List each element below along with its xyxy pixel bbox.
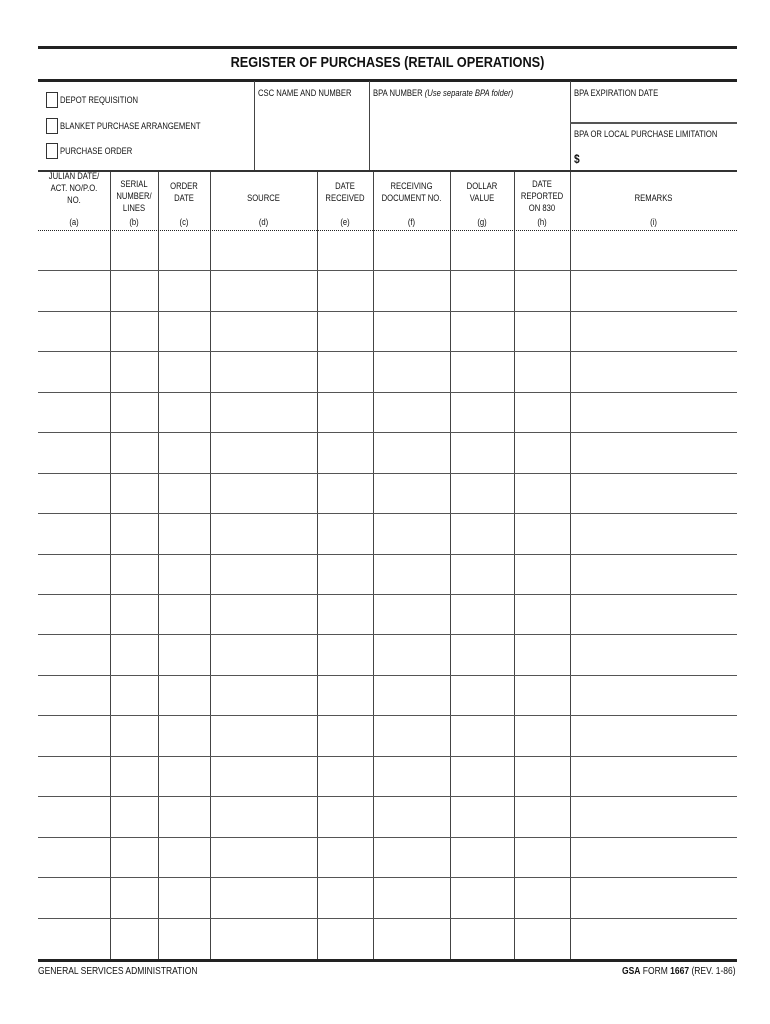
cell-date-received[interactable] xyxy=(317,514,373,553)
column-header-receiving-document xyxy=(373,170,450,230)
cell-date-reported[interactable] xyxy=(514,838,570,877)
cell-remarks[interactable] xyxy=(570,474,737,513)
cell-serial-number[interactable] xyxy=(110,838,158,877)
cell-julian-date[interactable] xyxy=(38,393,110,432)
cell-julian-date[interactable] xyxy=(38,271,110,310)
cell-receiving-document[interactable] xyxy=(373,393,450,432)
table-row xyxy=(38,514,737,554)
cell-source[interactable] xyxy=(210,312,317,351)
column-header-text: DATE xyxy=(335,181,355,191)
cell-receiving-document[interactable] xyxy=(373,757,450,796)
cell-date-reported[interactable] xyxy=(514,919,570,958)
cell-order-date[interactable] xyxy=(158,393,210,432)
bpa-number-label: BPA NUMBER xyxy=(373,88,423,98)
column-header-text: ON 830 xyxy=(528,203,556,213)
cell-remarks[interactable] xyxy=(570,595,737,634)
cell-receiving-document[interactable] xyxy=(373,433,450,472)
cell-order-date[interactable] xyxy=(158,878,210,917)
cell-order-date[interactable] xyxy=(158,352,210,391)
depot-requisition-label: DEPOT REQUISITION xyxy=(60,95,139,105)
cell-julian-date[interactable] xyxy=(38,635,110,674)
column-header-text: LINES xyxy=(122,203,146,213)
cell-remarks[interactable] xyxy=(570,676,737,715)
column-header-text: RECEIVING xyxy=(390,181,433,191)
cell-source[interactable] xyxy=(210,352,317,391)
spacer xyxy=(379,204,444,216)
cell-date-received[interactable] xyxy=(317,635,373,674)
cell-date-received[interactable] xyxy=(317,352,373,391)
cell-serial-number[interactable] xyxy=(110,312,158,351)
footer-agency: GENERAL SERVICES ADMINISTRATION xyxy=(38,966,198,977)
cell-date-reported[interactable] xyxy=(514,312,570,351)
column-header-text: SERIAL xyxy=(120,179,148,189)
cell-source[interactable] xyxy=(210,838,317,877)
cell-dollar-value[interactable] xyxy=(450,797,514,836)
form-title: REGISTER OF PURCHASES (RETAIL OPERATIONS) xyxy=(230,54,545,71)
cell-julian-date[interactable] xyxy=(38,838,110,877)
cell-serial-number[interactable] xyxy=(110,555,158,594)
cell-dollar-value[interactable] xyxy=(450,352,514,391)
divider xyxy=(570,122,737,124)
form-word: FORM xyxy=(642,966,668,977)
column-code: (g) xyxy=(477,217,487,227)
cell-receiving-document[interactable] xyxy=(373,474,450,513)
cell-remarks[interactable] xyxy=(570,757,737,796)
cell-order-date[interactable] xyxy=(158,433,210,472)
cell-dollar-value[interactable] xyxy=(450,555,514,594)
column-header-text: RECEIVED xyxy=(325,193,365,203)
cell-order-date[interactable] xyxy=(158,635,210,674)
cell-serial-number[interactable] xyxy=(110,635,158,674)
cell-date-received[interactable] xyxy=(317,716,373,755)
column-header-julian-date xyxy=(38,170,110,230)
table-row xyxy=(38,797,737,837)
cell-date-reported[interactable] xyxy=(514,433,570,472)
column-header-serial-number xyxy=(110,170,158,230)
column-code: (a) xyxy=(69,217,79,228)
cell-julian-date[interactable] xyxy=(38,797,110,836)
cell-receiving-document[interactable] xyxy=(373,716,450,755)
bpa-limitation-field[interactable]: BPA OR LOCAL PURCHASE LIMITATION xyxy=(574,129,718,139)
column-header-text: DATE xyxy=(532,179,552,189)
cell-date-reported[interactable] xyxy=(514,231,570,270)
cell-serial-number[interactable] xyxy=(110,797,158,836)
cell-date-received[interactable] xyxy=(317,838,373,877)
column-header-order-date xyxy=(158,170,210,230)
column-code: (c) xyxy=(179,217,189,227)
cell-serial-number[interactable] xyxy=(110,352,158,391)
column-header-text: ORDER xyxy=(170,181,198,191)
cell-serial-number[interactable] xyxy=(110,271,158,310)
cell-dollar-value[interactable] xyxy=(450,635,514,674)
cell-date-received[interactable] xyxy=(317,797,373,836)
cell-dollar-value[interactable] xyxy=(450,271,514,310)
cell-date-received[interactable] xyxy=(317,757,373,796)
cell-julian-date[interactable] xyxy=(38,352,110,391)
cell-date-reported[interactable] xyxy=(514,595,570,634)
table-row xyxy=(38,474,737,514)
cell-order-date[interactable] xyxy=(158,595,210,634)
cell-dollar-value[interactable] xyxy=(450,919,514,958)
cell-receiving-document[interactable] xyxy=(373,635,450,674)
cell-julian-date[interactable] xyxy=(38,757,110,796)
cell-julian-date[interactable] xyxy=(38,676,110,715)
cell-julian-date[interactable] xyxy=(38,555,110,594)
spacer xyxy=(162,204,206,216)
cell-receiving-document[interactable] xyxy=(373,676,450,715)
cell-dollar-value[interactable] xyxy=(450,757,514,796)
divider xyxy=(254,81,255,170)
cell-order-date[interactable] xyxy=(158,271,210,310)
cell-receiving-document[interactable] xyxy=(373,838,450,877)
cell-dollar-value[interactable] xyxy=(450,595,514,634)
cell-date-reported[interactable] xyxy=(514,271,570,310)
cell-order-date[interactable] xyxy=(158,312,210,351)
cell-date-reported[interactable] xyxy=(514,555,570,594)
form-number: 1667 xyxy=(670,966,690,977)
cell-source[interactable] xyxy=(210,716,317,755)
column-header-text: DATE xyxy=(174,193,194,203)
cell-source[interactable] xyxy=(210,514,317,553)
cell-order-date[interactable] xyxy=(158,919,210,958)
cell-serial-number[interactable] xyxy=(110,474,158,513)
top-border xyxy=(38,46,737,49)
cell-source[interactable] xyxy=(210,474,317,513)
cell-receiving-document[interactable] xyxy=(373,352,450,391)
cell-dollar-value[interactable] xyxy=(450,676,514,715)
cell-remarks[interactable] xyxy=(570,271,737,310)
cell-remarks[interactable] xyxy=(570,555,737,594)
footer-form-id xyxy=(622,966,736,977)
cell-serial-number[interactable] xyxy=(110,433,158,472)
cell-remarks[interactable] xyxy=(570,231,737,270)
cell-julian-date[interactable] xyxy=(38,433,110,472)
cell-order-date[interactable] xyxy=(158,514,210,553)
column-header-text: ACT. NO/P.O. NO. xyxy=(50,183,98,205)
cell-date-received[interactable] xyxy=(317,393,373,432)
cell-receiving-document[interactable] xyxy=(373,595,450,634)
cell-receiving-document[interactable] xyxy=(373,919,450,958)
cell-order-date[interactable] xyxy=(158,231,210,270)
cell-receiving-document[interactable] xyxy=(373,878,450,917)
cell-order-date[interactable] xyxy=(158,838,210,877)
cell-julian-date[interactable] xyxy=(38,919,110,958)
cell-serial-number[interactable] xyxy=(110,393,158,432)
cell-source[interactable] xyxy=(210,393,317,432)
divider xyxy=(570,81,571,170)
dollar-sign: $ xyxy=(574,152,580,166)
cell-source[interactable] xyxy=(210,676,317,715)
cell-julian-date[interactable] xyxy=(38,231,110,270)
cell-remarks[interactable] xyxy=(570,433,737,472)
bottom-border xyxy=(38,959,737,962)
divider xyxy=(369,81,370,170)
cell-date-received[interactable] xyxy=(317,231,373,270)
table-row xyxy=(38,231,737,271)
column-header-text: VALUE xyxy=(469,193,495,203)
cell-remarks[interactable] xyxy=(570,635,737,674)
table-row xyxy=(38,757,737,797)
column-header-text: REPORTED xyxy=(520,191,564,201)
spacer xyxy=(321,204,369,216)
form-revision: (REV. 1-86) xyxy=(691,966,736,977)
cell-julian-date[interactable] xyxy=(38,716,110,755)
cell-serial-number[interactable] xyxy=(110,757,158,796)
cell-receiving-document[interactable] xyxy=(373,231,450,270)
cell-dollar-value[interactable] xyxy=(450,393,514,432)
column-header-text: SOURCE xyxy=(247,193,280,203)
cell-date-reported[interactable] xyxy=(514,797,570,836)
cell-source[interactable] xyxy=(210,555,317,594)
cell-source[interactable] xyxy=(210,271,317,310)
cell-source[interactable] xyxy=(210,757,317,796)
column-header-dollar-value xyxy=(450,170,514,230)
cell-serial-number[interactable] xyxy=(110,231,158,270)
cell-date-reported[interactable] xyxy=(514,474,570,513)
cell-order-date[interactable] xyxy=(158,555,210,594)
cell-remarks[interactable] xyxy=(570,838,737,877)
cell-date-received[interactable] xyxy=(317,433,373,472)
cell-remarks[interactable] xyxy=(570,919,737,958)
column-code: (i) xyxy=(650,217,657,227)
table-row xyxy=(38,555,737,595)
cell-remarks[interactable] xyxy=(570,514,737,553)
table-row xyxy=(38,595,737,635)
table-row xyxy=(38,312,737,352)
cell-date-received[interactable] xyxy=(317,919,373,958)
table-row xyxy=(38,635,737,675)
cell-serial-number[interactable] xyxy=(110,878,158,917)
cell-order-date[interactable] xyxy=(158,474,210,513)
cell-date-received[interactable] xyxy=(317,676,373,715)
table-row xyxy=(38,352,737,392)
cell-date-received[interactable] xyxy=(317,271,373,310)
cell-date-received[interactable] xyxy=(317,595,373,634)
column-header-date-reported xyxy=(514,170,570,230)
cell-dollar-value[interactable] xyxy=(450,433,514,472)
spacer xyxy=(218,204,309,216)
cell-dollar-value[interactable] xyxy=(450,838,514,877)
cell-date-reported[interactable] xyxy=(514,878,570,917)
column-header-text: DOLLAR xyxy=(466,181,498,191)
cell-dollar-value[interactable] xyxy=(450,312,514,351)
cell-serial-number[interactable] xyxy=(110,716,158,755)
csc-name-number-field[interactable]: CSC NAME AND NUMBER xyxy=(258,88,352,98)
cell-date-reported[interactable] xyxy=(514,716,570,755)
cell-remarks[interactable] xyxy=(570,352,737,391)
table-row xyxy=(38,676,737,716)
cell-date-reported[interactable] xyxy=(514,635,570,674)
cell-julian-date[interactable] xyxy=(38,595,110,634)
purchase-order-label: PURCHASE ORDER xyxy=(60,146,133,156)
cell-source[interactable] xyxy=(210,595,317,634)
spacer xyxy=(455,204,509,216)
cell-receiving-document[interactable] xyxy=(373,514,450,553)
purchase-register-form xyxy=(38,46,737,961)
purchase-order-checkbox[interactable] xyxy=(46,143,58,159)
column-header-text: DOCUMENT NO. xyxy=(381,193,442,203)
column-code: (f) xyxy=(407,217,416,227)
cell-order-date[interactable] xyxy=(158,757,210,796)
cell-remarks[interactable] xyxy=(570,716,737,755)
cell-dollar-value[interactable] xyxy=(450,474,514,513)
cell-source[interactable] xyxy=(210,878,317,917)
blanket-purchase-label: BLANKET PURCHASE ARRANGEMENT xyxy=(60,121,201,131)
cell-dollar-value[interactable] xyxy=(450,716,514,755)
cell-source[interactable] xyxy=(210,635,317,674)
cell-date-received[interactable] xyxy=(317,474,373,513)
depot-requisition-checkbox[interactable] xyxy=(46,92,58,108)
cell-dollar-value[interactable] xyxy=(450,231,514,270)
cell-date-reported[interactable] xyxy=(514,352,570,391)
bpa-number-note: (Use separate BPA folder) xyxy=(424,88,514,98)
column-code: (h) xyxy=(537,217,547,227)
table-row xyxy=(38,393,737,433)
column-header-remarks xyxy=(570,170,737,230)
cell-date-received[interactable] xyxy=(317,878,373,917)
cell-order-date[interactable] xyxy=(158,797,210,836)
form-prefix: GSA xyxy=(622,966,641,977)
cell-receiving-document[interactable] xyxy=(373,271,450,310)
blanket-purchase-checkbox[interactable] xyxy=(46,118,58,134)
table-row xyxy=(38,919,737,958)
cell-remarks[interactable] xyxy=(570,797,737,836)
column-code: (e) xyxy=(340,217,350,227)
cell-date-reported[interactable] xyxy=(514,393,570,432)
spacer xyxy=(43,206,104,216)
cell-serial-number[interactable] xyxy=(110,919,158,958)
column-header-text: JULIAN DATE/ xyxy=(48,171,100,181)
table-row xyxy=(38,838,737,878)
cell-date-reported[interactable] xyxy=(514,514,570,553)
cell-receiving-document[interactable] xyxy=(373,555,450,594)
cell-serial-number[interactable] xyxy=(110,514,158,553)
cell-remarks[interactable] xyxy=(570,312,737,351)
cell-receiving-document[interactable] xyxy=(373,797,450,836)
cell-source[interactable] xyxy=(210,797,317,836)
cell-date-received[interactable] xyxy=(317,555,373,594)
cell-dollar-value[interactable] xyxy=(450,878,514,917)
table-row xyxy=(38,433,737,473)
table-row xyxy=(38,271,737,311)
column-header-text: REMARKS xyxy=(634,193,673,203)
table-row xyxy=(38,878,737,918)
cell-julian-date[interactable] xyxy=(38,514,110,553)
cell-source[interactable] xyxy=(210,433,317,472)
bpa-expiration-field[interactable]: BPA EXPIRATION DATE xyxy=(574,88,659,98)
cell-serial-number[interactable] xyxy=(110,676,158,715)
title-divider xyxy=(38,79,737,82)
cell-julian-date[interactable] xyxy=(38,878,110,917)
spacer xyxy=(583,204,725,216)
column-header-text: NUMBER/ xyxy=(116,191,152,201)
cell-dollar-value[interactable] xyxy=(450,514,514,553)
bpa-number-field[interactable] xyxy=(373,88,513,98)
table-row xyxy=(38,716,737,756)
cell-remarks[interactable] xyxy=(570,878,737,917)
cell-date-reported[interactable] xyxy=(514,676,570,715)
cell-source[interactable] xyxy=(210,919,317,958)
cell-remarks[interactable] xyxy=(570,393,737,432)
cell-julian-date[interactable] xyxy=(38,474,110,513)
column-code: (d) xyxy=(258,217,269,227)
cell-date-received[interactable] xyxy=(317,312,373,351)
cell-order-date[interactable] xyxy=(158,716,210,755)
column-code: (b) xyxy=(129,217,139,227)
cell-serial-number[interactable] xyxy=(110,595,158,634)
cell-order-date[interactable] xyxy=(158,676,210,715)
cell-date-reported[interactable] xyxy=(514,757,570,796)
cell-julian-date[interactable] xyxy=(38,312,110,351)
column-header-source xyxy=(210,170,317,230)
cell-source[interactable] xyxy=(210,231,317,270)
cell-receiving-document[interactable] xyxy=(373,312,450,351)
column-header-date-received xyxy=(317,170,373,230)
